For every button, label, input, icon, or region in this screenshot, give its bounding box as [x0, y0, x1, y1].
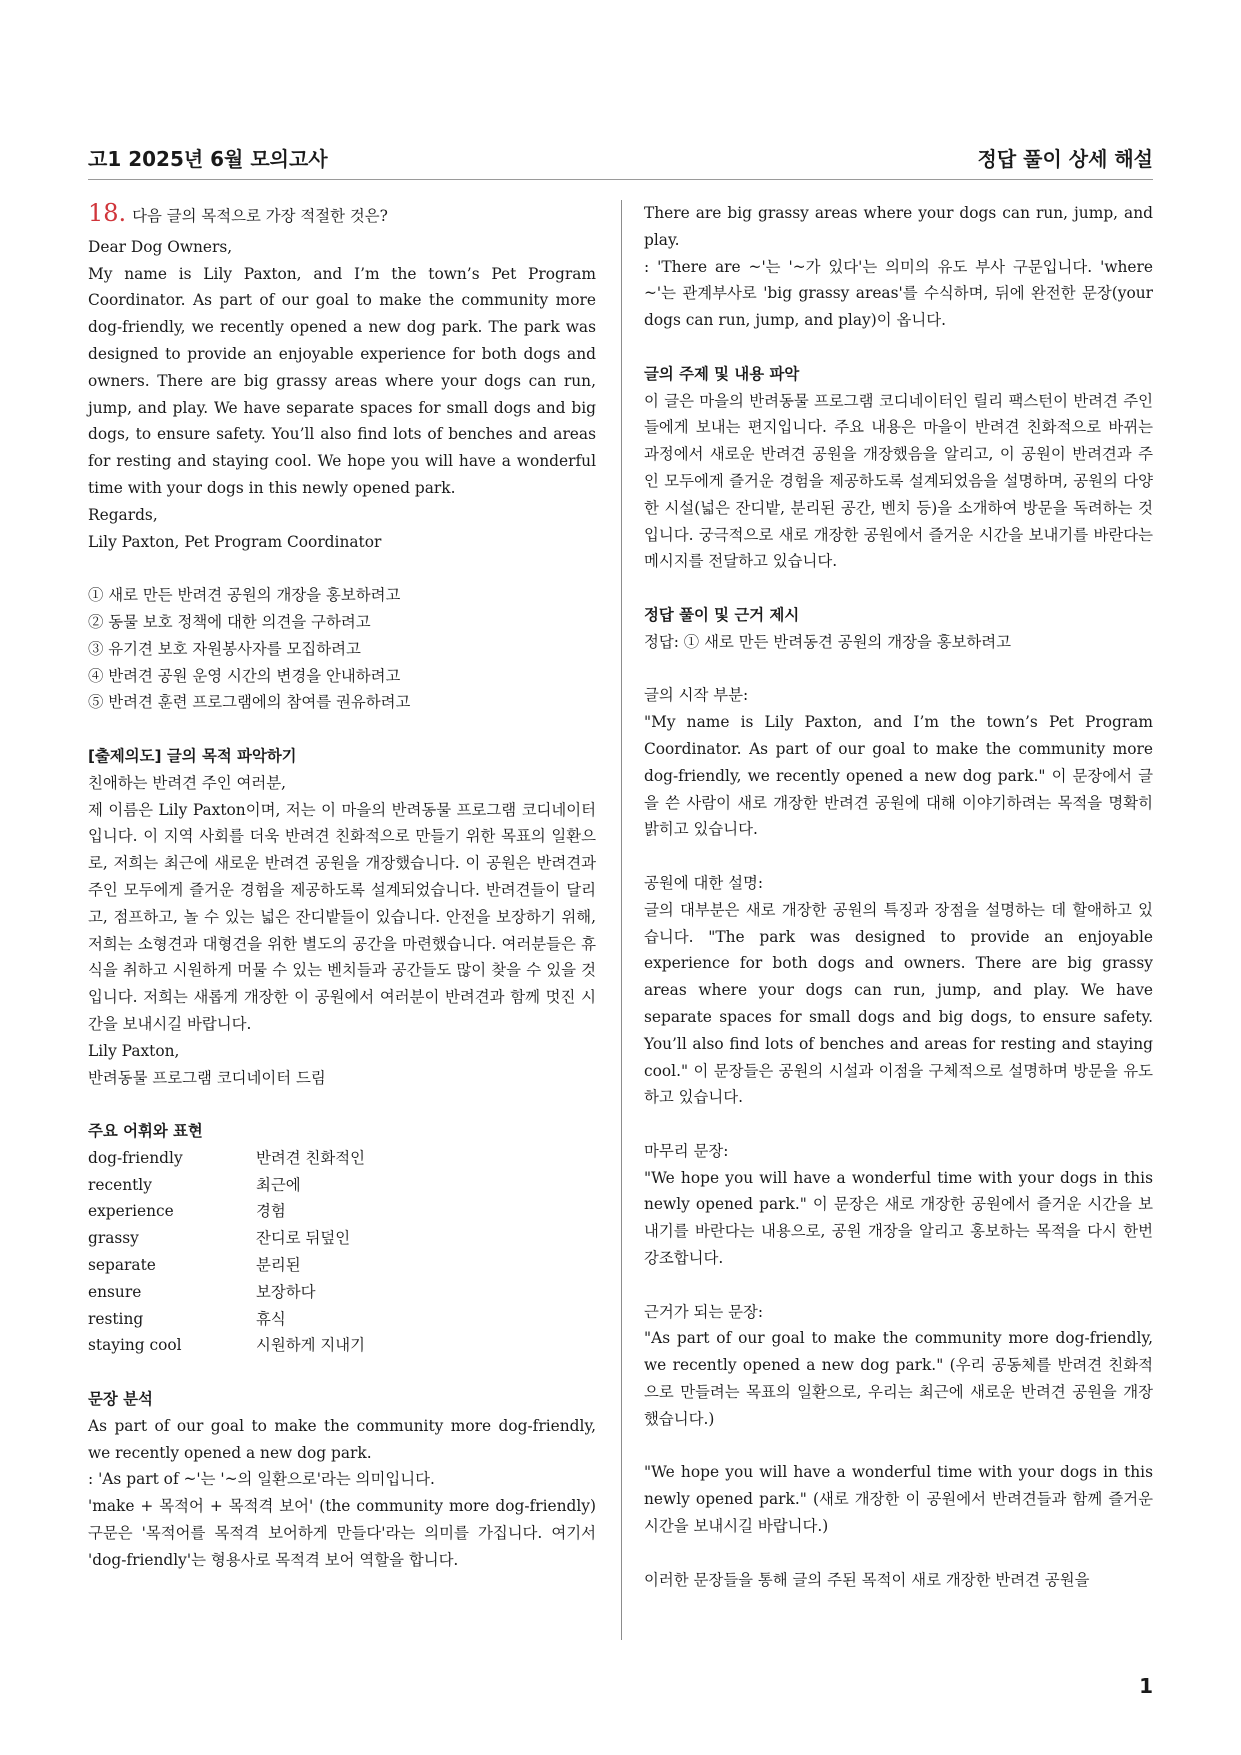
- question-line: [88, 200, 596, 230]
- vocab-word: dog-friendly: [88, 1148, 183, 1167]
- vocab-row: [88, 1172, 596, 1199]
- vocab-meaning: 휴식: [256, 1309, 286, 1328]
- section-title: 정답 풀이 상세 해설: [977, 147, 1153, 171]
- letter-signature: Lily Paxton, Pet Program Coordinator: [88, 532, 382, 551]
- vocab-word: ensure: [88, 1282, 142, 1301]
- theme-body: 이 글은 마을의 반려동물 프로그램 코디네이터인 릴리 팩스턴이 반려견 주인들에게 보내는 편지입니다. 주요 내용은 마을이 반려견 친화적으로 바뀌는 과정에서 새로운 반려견 공원을 개장했음을 알리고, 이 공원이 반려견과 주인 모두에게 즐거운 경험을 제공하도록 설계되었음을 설명하며, 공원의 다양한 시설(넓은 잔디밭, 분리된 공간, 벤치 등)을 소개하여 방문을 독려하는 것입니다. 궁극적으로 새로 개장한 공원에서 즐거운 시간을 보내기를 바란다는 메시지를 전달하고 있습니다.: [644, 391, 1153, 571]
- vocab-row: [88, 1198, 596, 1225]
- vocab-word: staying cool: [88, 1336, 182, 1355]
- vocab-word: grassy: [88, 1229, 139, 1248]
- choice-4: ④ 반려견 공원 운영 시간의 변경을 안내하려고: [88, 666, 401, 685]
- vocab-list: [88, 1145, 596, 1359]
- vocab-word: separate: [88, 1256, 156, 1275]
- vocab-row: [88, 1145, 596, 1172]
- page-number: 1: [1139, 1674, 1153, 1698]
- analysis-note-2: 'make + 목적어 + 목적격 보어' (the community more dog-friendly) 구문은 '목적어를 목적격 보어하게 만들다'라는 의미를 가집니다. 여기서 'dog-friendly'는 형용사로 목적격 보어 역할을 합니다.: [88, 1497, 596, 1569]
- intent-name: Lily Paxton,: [88, 1041, 180, 1060]
- choice-2: ② 동물 보호 정책에 대한 의견을 구하려고: [88, 612, 371, 631]
- answer-line: 정답: ① 새로 만든 반려동견 공원의 개장을 홍보하려고: [644, 632, 1012, 651]
- analysis-sentence-2: There are big grassy areas where your dogs can run, jump, and play.: [644, 204, 1153, 249]
- left-column: [88, 200, 596, 1574]
- analysis-note-3: : 'There are ~'는 '~가 있다'는 의미의 유도 부사 구문입니다. 'where ~'는 관계부사로 'big grassy areas'를 수식하며, 뒤에 완전한 문장(your dogs can run, jump, and play)이 옵니다.: [644, 257, 1153, 330]
- vocab-row: [88, 1252, 596, 1279]
- intent-signature: 반려동물 프로그램 코디네이터 드림: [88, 1068, 326, 1087]
- start-label: 글의 시작 부분:: [644, 686, 749, 705]
- evidence-label: 근거가 되는 문장:: [644, 1302, 764, 1321]
- vocab-meaning: 반려견 친화적인: [256, 1148, 365, 1167]
- choice-3: ③ 유기견 보호 자원봉사자를 모집하려고: [88, 639, 361, 658]
- letter-greeting: Dear Dog Owners,: [88, 237, 233, 256]
- vocab-word: recently: [88, 1175, 152, 1194]
- vocab-word: resting: [88, 1309, 144, 1328]
- end-body: "We hope you will have a wonderful time with your dogs in this newly opened park." 이 문장은 새로 개장한 공원에서 즐거운 시간을 보내기를 바란다는 내용으로, 공원 개장을 알리고 홍보하는 목적을 다시 한번 강조합니다.: [644, 1168, 1153, 1268]
- column-divider: [621, 200, 622, 1640]
- page-header: [88, 143, 1153, 180]
- letter-body: My name is Lily Paxton, and I’m the town’s Pet Program Coordinator. As part of our goal to make the community more dog-friendly, we recently opened a new dog park. The park was designed to provide an enjoyable experience for both dogs and owners. There are big grassy areas where your dogs can run, jump, and play. We have separate spaces for small dogs and big dogs, to ensure safety. You’ll also find lots of benches and areas for resting and staying cool. We hope you will have a wonderful time with your dogs in this newly opened park.: [88, 264, 596, 497]
- vocab-row: [88, 1279, 596, 1306]
- evidence-1: "As part of our goal to make the community more dog-friendly, we recently opened a new dog park." (우리 공동체를 반려견 친화적으로 만들려는 목표의 일환으로, 우리는 최근에 새로운 반려견 공원을 개장했습니다.): [644, 1329, 1153, 1428]
- end-label: 마무리 문장:: [644, 1141, 729, 1160]
- park-label: 공원에 대한 설명:: [644, 873, 764, 892]
- vocab-row: [88, 1225, 596, 1252]
- analysis-sentence-1: As part of our goal to make the community more dog-friendly, we recently opened a new dog park.: [88, 1416, 596, 1462]
- right-column: [644, 200, 1153, 1593]
- vocab-meaning: 경험: [256, 1202, 286, 1221]
- park-body: 글의 대부분은 새로 개장한 공원의 특징과 장점을 설명하는 데 할애하고 있습니다. "The park was designed to provide an enjoyable experience for both dogs and owners. There are big grassy areas where your dogs can run, jump, and play. We have separate spaces for small dogs and big dogs, to ensure safety. You’ll also find lots of benches and areas for resting and staying cool." 이 문장들은 공원의 시설과 이점을 구체적으로 설명하며 방문을 유도하고 있습니다.: [644, 900, 1153, 1107]
- intent-body: 제 이름은 Lily Paxton이며, 저는 이 마을의 반려동물 프로그램 코디네이터입니다. 이 지역 사회를 더욱 반려견 친화적으로 만들기 위한 목표의 일환으로, 저희는 최근에 새로운 반려견 공원을 개장했습니다. 이 공원은 반려견과 주인 모두에게 즐거운 경험을 제공하도록 설계되었습니다. 반려견들이 달리고, 점프하고, 놀 수 있는 넓은 잔디밭들이 있습니다. 안전을 보장하기 위해, 저희는 소형견과 대형견을 위한 별도의 공간을 마련했습니다. 여러분들은 휴식을 취하고 시원하게 머물 수 있는 벤치들과 공간들도 많이 찾을 수 있을 것입니다. 저희는 새롭게 개장한 이 공원에서 여러분이 반려견과 함께 멋진 시간을 보내시길 바랍니다.: [88, 800, 596, 1033]
- choice-1: ① 새로 만든 반려견 공원의 개장을 홍보하려고: [88, 586, 401, 605]
- vocab-word: experience: [88, 1202, 174, 1221]
- choice-5: ⑤ 반려견 훈련 프로그램에의 참여를 권유하려고: [88, 693, 411, 712]
- vocab-meaning: 분리된: [256, 1256, 301, 1275]
- vocab-meaning: 시원하게 지내기: [256, 1336, 365, 1355]
- vocab-meaning: 최근에: [256, 1175, 301, 1194]
- evidence-2: "We hope you will have a wonderful time with your dogs in this newly opened park." (새로 개장한 이 공원에서 반려견들과 함께 즐거운 시간을 보내시길 바랍니다.): [644, 1463, 1153, 1536]
- vocab-row: [88, 1306, 596, 1333]
- letter-closing: Regards,: [88, 505, 158, 524]
- start-body: "My name is Lily Paxton, and I’m the town’s Pet Program Coordinator. As part of our goal to make the community more dog-friendly, we recently opened a new dog park." 이 문장에서 글을 쓴 사람이 새로 개장한 반려견 공원에 대해 이야기하려는 목적을 명확히 밝히고 있습니다.: [644, 713, 1153, 839]
- answer-heading: 정답 풀이 및 근거 제시: [644, 605, 800, 624]
- vocab-row: [88, 1332, 596, 1359]
- vocab-heading: 주요 어휘와 표현: [88, 1122, 203, 1141]
- intent-heading: [출제의도] 글의 목적 파악하기: [88, 746, 297, 765]
- exam-title: 고1 2025년 6월 모의고사: [88, 147, 328, 171]
- vocab-meaning: 잔디로 뒤덮인: [256, 1229, 351, 1248]
- intent-greeting: 친애하는 반려견 주인 여러분,: [88, 773, 286, 792]
- question-number: 18.: [88, 199, 127, 227]
- conclusion: 이러한 문장들을 통해 글의 주된 목적이 새로 개장한 반려견 공원을: [644, 1570, 1090, 1589]
- question-prompt: 다음 글의 목적으로 가장 적절한 것은?: [132, 207, 388, 225]
- theme-heading: 글의 주제 및 내용 파악: [644, 364, 800, 383]
- vocab-meaning: 보장하다: [256, 1282, 316, 1301]
- analysis-heading: 문장 분석: [88, 1390, 153, 1409]
- analysis-note-1: : 'As part of ~'는 '~의 일환으로'라는 의미입니다.: [88, 1470, 435, 1489]
